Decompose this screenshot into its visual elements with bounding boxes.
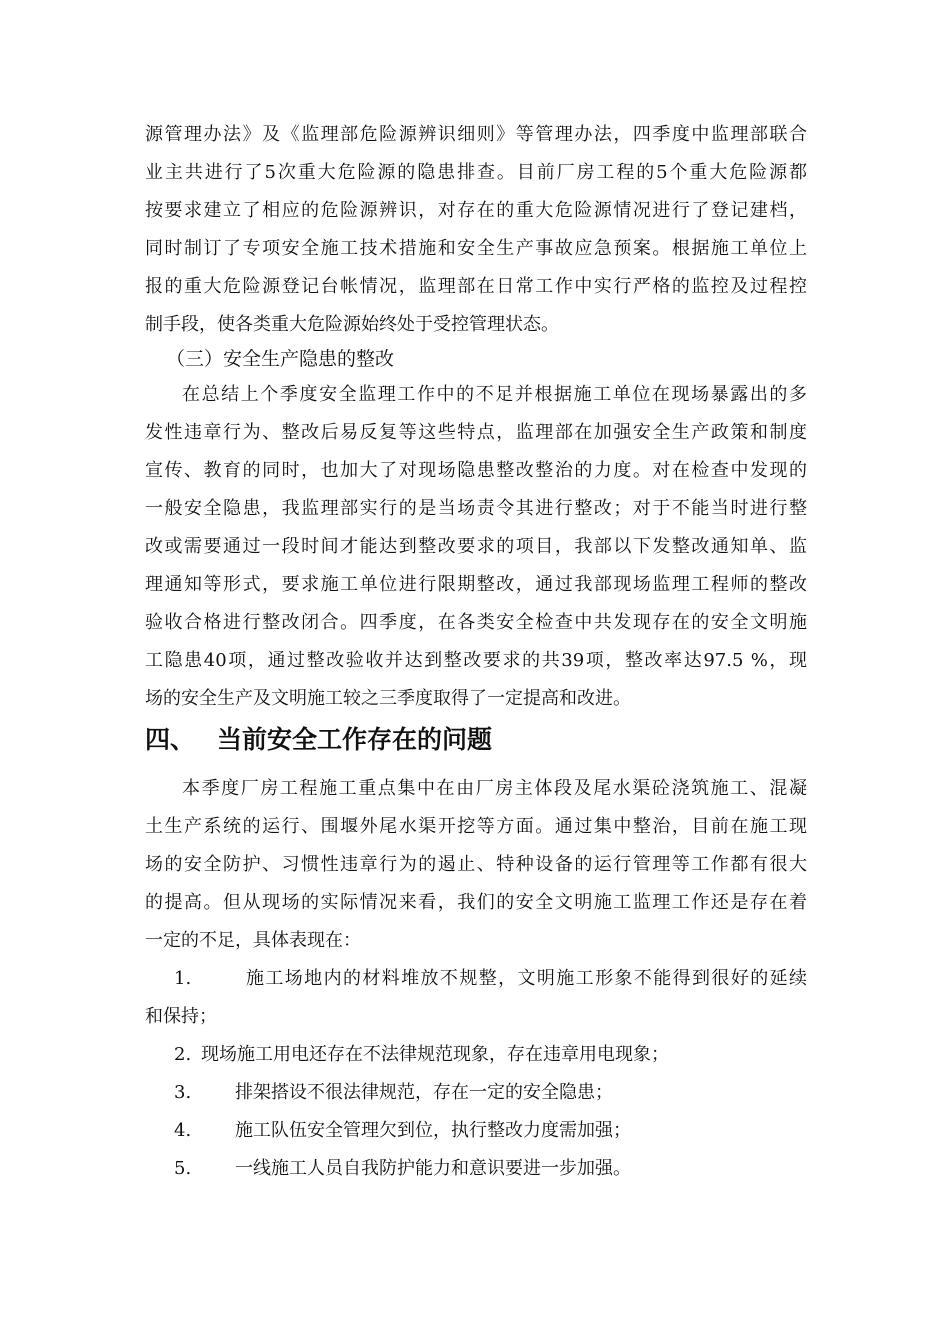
paragraph-line: 制手段，使各类重大危险源始终处于受控管理状态。: [145, 314, 559, 335]
paragraph-line: 验收合格进行整改闭合。四季度，在各类安全检查中共发现存在的安全文明施: [145, 612, 807, 633]
list-number: 1.: [174, 968, 192, 989]
paragraph-line: 报的重大危险源登记台帐情况，监理部在日常工作中实行严格的监控及过程控: [145, 276, 807, 297]
paragraph-line: 场的安全生产及文明施工较之三季度取得了一定提高和改进。: [145, 688, 631, 709]
list-number: 4.: [174, 1120, 192, 1141]
list-number: 5.: [174, 1158, 192, 1179]
list-item-text: 排架搭设不很法律规范，存在一定的安全隐患；: [235, 1082, 613, 1103]
paragraph-line: 土生产系统的运行、围堰外尾水渠开挖等方面。通过集中整治，目前在施工现: [145, 816, 807, 837]
list-item-text: 现场施工用电还存在不法律规范现象，存在违章用电现象；: [201, 1044, 669, 1065]
list-item-text: 施工队伍安全管理欠到位，执行整改力度需加强；: [235, 1120, 631, 1141]
list-number: 3.: [174, 1082, 192, 1103]
list-item-continuation: 和保持；: [145, 1006, 217, 1027]
paragraph-line: 宣传、教育的同时，也加大了对现场隐患整改整治的力度。对在检查中发现的: [145, 460, 807, 481]
list-number: 2.: [174, 1044, 192, 1065]
paragraph-line: 发性违章行为、整改后易反复等这些特点，监理部在加强安全生产政策和制度: [145, 422, 807, 443]
paragraph-line: 工隐患40项，通过整改验收并达到整改要求的共39项，整改率达97.5 %，现: [145, 650, 807, 671]
paragraph-line: 理通知等形式，要求施工单位进行限期整改，通过我部现场监理工程师的整改: [145, 574, 807, 595]
section-number: 四、: [145, 725, 196, 754]
list-item-text: 一线施工人员自我防护能力和意识要进一步加强。: [235, 1158, 631, 1179]
paragraph-line: 本季度厂房工程施工重点集中在由厂房主体段及尾水渠砼浇筑施工、混凝: [182, 778, 807, 799]
paragraph-line: 业主共进行了5次重大危险源的隐患排查。目前厂房工程的5个重大危险源都: [145, 162, 807, 183]
paragraph-line: 场的安全防护、习惯性违章行为的遏止、特种设备的运行管理等工作都有很大: [145, 854, 807, 875]
paragraph-line: 的提高。但从现场的实际情况来看，我们的安全文明施工监理工作还是存在着: [145, 892, 807, 913]
paragraph-line: 同时制订了专项安全施工技术措施和安全生产事故应急预案。根据施工单位上: [145, 238, 807, 259]
paragraph-line: 源管理办法》及《监理部危险源辨识细则》等管理办法，四季度中监理部联合: [145, 124, 807, 145]
paragraph-line: 一般安全隐患，我监理部实行的是当场责令其进行整改；对于不能当时进行整: [145, 498, 807, 519]
paragraph-line: 按要求建立了相应的危险源辨识，对存在的重大危险源情况进行了登记建档，: [145, 200, 807, 221]
subheading: （三）安全生产隐患的整改: [166, 348, 395, 370]
section-title: 当前安全工作存在的问题: [217, 725, 493, 754]
paragraph-line: 改或需要通过一段时间才能达到整改要求的项目，我部以下发整改通知单、监: [145, 536, 807, 557]
paragraph-line: 一定的不足，具体表现在：: [145, 930, 361, 951]
paragraph-line: 在总结上个季度安全监理工作中的不足并根据施工单位在现场暴露出的多: [182, 384, 807, 405]
list-item-text: 施工场地内的材料堆放不规整，文明施工形象不能得到很好的延续: [246, 968, 807, 989]
section-heading: [145, 720, 492, 760]
